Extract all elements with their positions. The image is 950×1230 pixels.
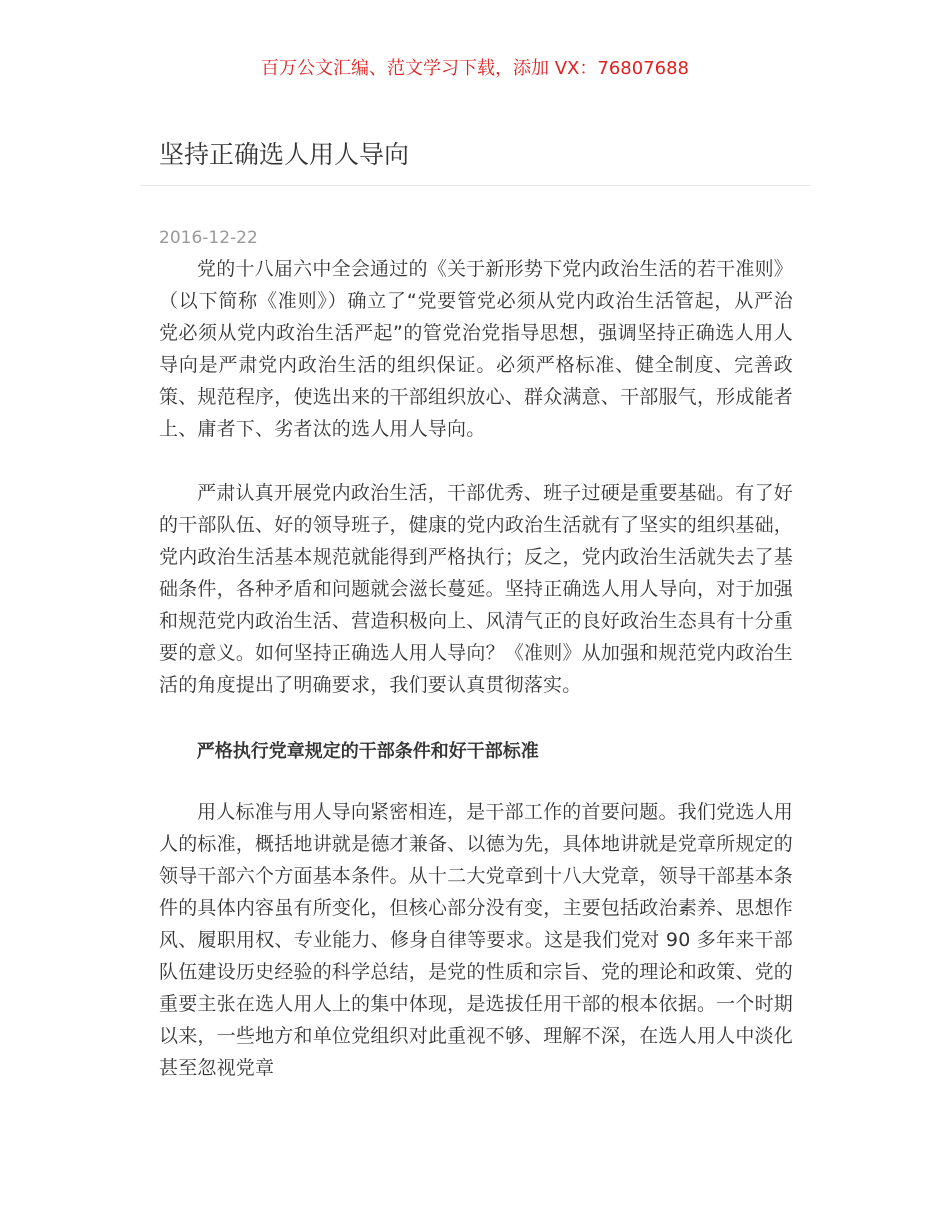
paragraph-3: 用人标准与用人导向紧密相连，是干部工作的首要问题。我们党选人用人的标准，概括地讲就是德才兼备、以德为先，具体地讲就是党章所规定的领导干部六个方面基本条件。从十二大党章到十八大党章，领导干部基本条件的具体内容虽有所变化，但核心部分没有变，主要包括政治素养、思想作风、履职用权、专业能力、修身自律等要求。这是我们党对 90 多年来干部队伍建设历史经验的科学总结，是党的性质和宗旨、党的理论和政策、党的重要主张在选人用人上的集中体现，是选拔任用干部的根本依据。一个时期以来，一些地方和单位党组织对此重视不够、理解不深，在选人用人中淡化甚至忽视党章 xyxy=(159,801,793,1079)
paragraph-spacer xyxy=(159,766,793,796)
paragraph-1: 党的十八届六中全会通过的《关于新形势下党内政治生活的若干准则》（以下简称《准则》）确立了“党要管党必须从党内政治生活管起，从严治党必须从党内政治生活严起”的管党治党指导思想，强调坚持正确选人用人导向是严肃党内政治生活的组织保证。必须严格标准、健全制度、完善政策、规范程序，使选出来的干部组织放心、群众满意、干部服气，形成能者上、庸者下、劣者汰的选人用人导向。 xyxy=(159,258,793,440)
paragraph-spacer xyxy=(159,445,793,477)
article-title: 坚持正确选人用人导向 xyxy=(159,140,410,169)
section-heading: 严格执行党章规定的干部条件和好干部标准 xyxy=(196,741,539,762)
article-body xyxy=(159,253,793,1084)
title-divider xyxy=(140,185,810,186)
article-date: 2016-12-22 xyxy=(159,228,258,248)
header-banner: 百万公文汇编、范文学习下载，添加 VX：76807688 xyxy=(261,58,689,79)
paragraph-spacer xyxy=(159,701,793,738)
paragraph-2: 严肃认真开展党内政治生活，干部优秀、班子过硬是重要基础。有了好的干部队伍、好的领导班子，健康的党内政治生活就有了坚实的组织基础，党内政治生活基本规范就能得到严格执行；反之，党内政治生活就失去了基础条件，各种矛盾和问题就会滋长蔓延。坚持正确选人用人导向，对于加强和规范党内政治生活、营造积极向上、风清气正的良好政治生态具有十分重要的意义。如何坚持正确选人用人导向？《准则》从加强和规范党内政治生活的角度提出了明确要求，我们要认真贯彻落实。 xyxy=(159,482,793,696)
